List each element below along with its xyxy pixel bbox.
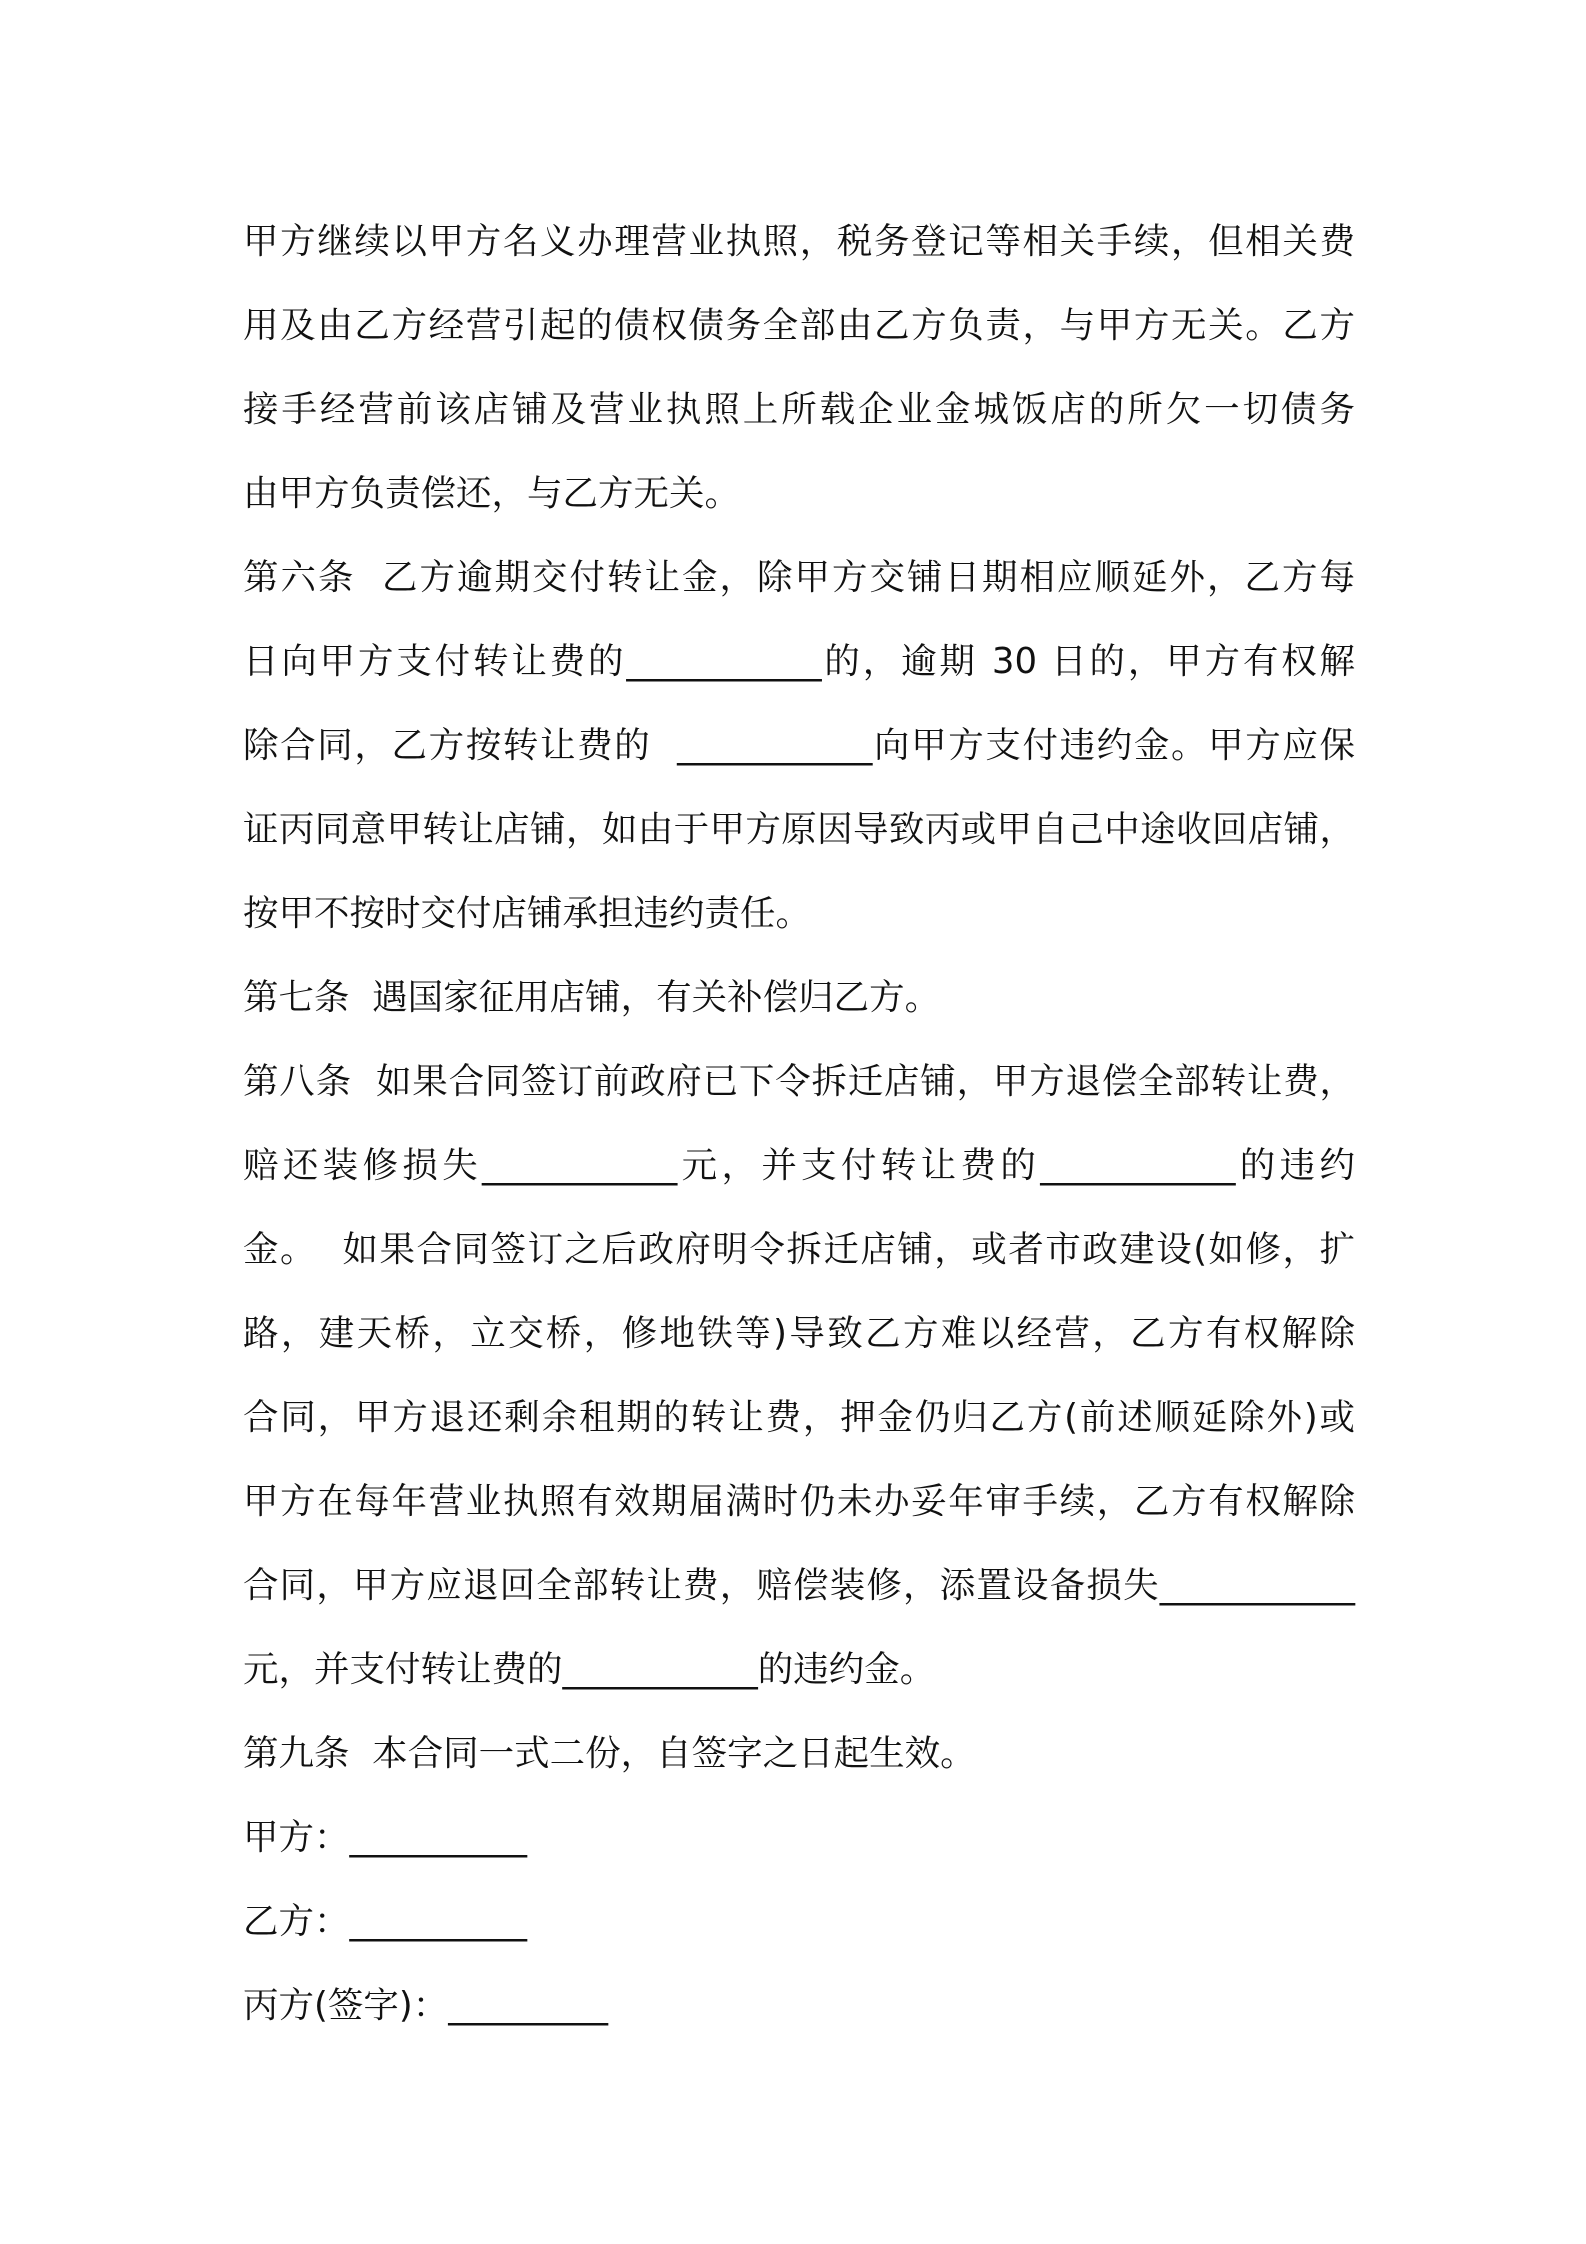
text-line: 合同，甲方应退回全部转让费，赔偿装修，添置设备损失___________ (243, 1565, 1355, 1606)
text-line: 证丙同意甲转让店铺，如由于甲方原因导致丙或甲自己中途收回店铺， (243, 809, 1355, 850)
article-6-heading-line: 第六条 乙方逾期交付转让金，除甲方交铺日期相应顺延外，乙方每 (243, 557, 1355, 598)
text-line: 合同，甲方退还剩余租期的转让费，押金仍归乙方(前述顺延除外)或 (243, 1397, 1355, 1438)
contract-body (243, 200, 1363, 2048)
text-line: 按甲不按时交付店铺承担违约责任。 (243, 893, 812, 934)
text-line: 赔还装修损失___________元，并支付转让费的___________的违约 (243, 1145, 1355, 1186)
article-7-line: 第七条 遇国家征用店铺，有关补偿归乙方。 (243, 977, 941, 1018)
party-c-signature-line: 丙方(签字)：_________ (243, 1985, 608, 2026)
text-line: 日向甲方支付转让费的___________的，逾期 30 日的，甲方有权解 (243, 641, 1355, 682)
text-line: 接手经营前该店铺及营业执照上所载企业金城饭店的所欠一切债务 (243, 389, 1355, 430)
text-line: 路，建天桥，立交桥，修地铁等)导致乙方难以经营，乙方有权解除 (243, 1313, 1355, 1354)
text-line: 元，并支付转让费的___________的违约金。 (243, 1649, 936, 1690)
article-8-heading-line: 第八条 如果合同签订前政府已下令拆迁店铺，甲方退偿全部转让费， (243, 1061, 1355, 1102)
party-b-signature-line: 乙方：__________ (243, 1901, 528, 1942)
article-9-line: 第九条 本合同一式二份，自签字之日起生效。 (243, 1733, 976, 1774)
text-line: 除合同，乙方按转让费的 ___________向甲方支付违约金。甲方应保 (243, 725, 1355, 766)
text-line: 金。 如果合同签订之后政府明令拆迁店铺，或者市政建设(如修，扩 (243, 1229, 1355, 1270)
text-line: 用及由乙方经营引起的债权债务全部由乙方负责，与甲方无关。乙方 (243, 305, 1355, 346)
party-a-signature-line: 甲方：__________ (243, 1817, 528, 1858)
text-line: 甲方继续以甲方名义办理营业执照，税务登记等相关手续，但相关费 (243, 221, 1355, 262)
text-line: 甲方在每年营业执照有效期届满时仍未办妥年审手续，乙方有权解除 (243, 1481, 1355, 1522)
text-line: 由甲方负责偿还，与乙方无关。 (243, 473, 741, 514)
